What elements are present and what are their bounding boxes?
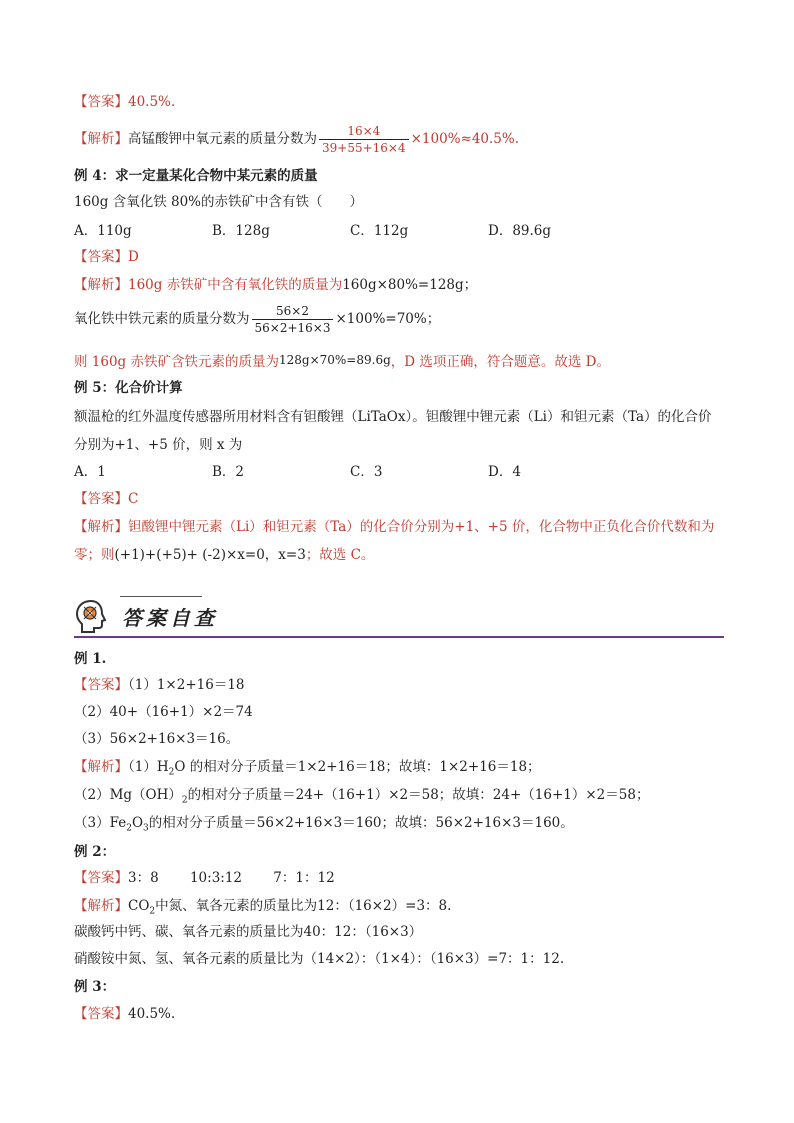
example-5-analysis-1: 【解析】钽酸锂中锂元素（Li）和钽元素（Ta）的化合价分别为+1、+5 价，化合物中正负化合价代数和为: [74, 519, 715, 535]
answer-example-2-analysis-2: 碳酸钙中钙、碳、氧各元素的质量比为40：12：（16×3）: [74, 924, 423, 940]
fraction: $\frac{16\times 4}{39+55+16\times 4}$: [319, 124, 409, 155]
example-5-options: A．1 B．2 C．3 D．4: [74, 464, 521, 480]
fraction: $\frac{56\times 2}{56\times 2+16\times 3}$: [252, 304, 334, 335]
example-4-heading: 例 4：求一定量某化合物中某元素的质量: [74, 168, 318, 184]
head-gear-icon: [74, 598, 108, 634]
analysis-line: 【解析】高锰酸钾中氧元素的质量分数为 $\frac{16\times 4}{39+55+16\times 4}$ ×100%≈40.5%.: [74, 124, 520, 155]
answer-line: 【答案】40.5%.: [74, 94, 176, 110]
answer-value: 40.5%.: [128, 94, 176, 110]
answer-example-2-answer: 【答案】3：8 10:3:12 7：1：12: [74, 870, 335, 886]
example-4-analysis-3: 则 160g 赤铁矿含铁元素的质量为128g×70%=89.6g，D 选项正确，符合题意。故选 D。: [74, 353, 611, 370]
example-4-analysis-1: 【解析】160g 赤铁矿中含有氧化铁的质量为160g×80%=128g；: [74, 277, 478, 293]
answer-example-3-answer: 【答案】40.5%.: [74, 1006, 176, 1022]
answer-example-1-analysis-2: $(2)Mg(OH)_2$的相对分子质量＝24+（16+1）×2＝58；故填：24+（16+1）×2＝58；: [74, 787, 650, 806]
section-title: 答案自查: [122, 606, 218, 630]
answer-example-3-heading: 例 3：: [74, 979, 116, 995]
answer-example-2-heading: 例 2：: [74, 844, 116, 860]
answer-example-1-heading: 例 1.: [74, 651, 107, 667]
answer-example-2-analysis-1: 【解析】$CO_2$中氮、氧各元素的质量比为12：（16×2）=3：8.: [74, 898, 452, 917]
example-4-analysis-2: 氧化铁中铁元素的质量分数为 $\frac{56\times 2}{56\times 2+16\times 3}$ ×100%=70%；: [74, 304, 441, 335]
answer-example-1-a3: （3）56×2+16×3＝16。: [74, 731, 240, 747]
section-heading: [74, 596, 724, 638]
answer-example-1-a1: 【答案】（1）1×2+16＝18: [74, 677, 245, 693]
answer-example-1-analysis-3: $(3)Fe_2O_3$的相对分子质量＝56×2+16×3＝160；故填：56×2+16×3＝160。: [74, 815, 574, 834]
example-4-answer: 【答案】D: [74, 249, 139, 265]
example-4-options: A．110g B．128g C．112g D．89.6g: [74, 223, 552, 239]
example-5-analysis-2: 零；则(+1)+(+5)+ (-2)×x=0，x=3；故选 C。: [74, 547, 375, 563]
heading-overline: [120, 596, 202, 597]
answer-example-1-a2: （2）40+（16+1）×2＝74: [74, 704, 253, 720]
example-5-answer: 【答案】C: [74, 491, 139, 507]
answer-example-2-analysis-3: 硝酸铵中氮、氢、氧各元素的质量比为（14×2）：（1×4）：（16×3）=7：1：12.: [74, 951, 565, 967]
section-rule: [74, 636, 724, 638]
example-5-question-2: 分别为+1、+5 价，则 x 为: [74, 437, 243, 453]
answer-example-1-analysis-1: 【解析】$(1)H_2O$ 的相对分子质量＝1×2+16＝18；故填：1×2+16＝18；: [74, 759, 541, 778]
example-4-question: 160g 含氧化铁 80%的赤铁矿中含有铁（ ）: [74, 194, 363, 210]
example-5-heading: 例 5：化合价计算: [74, 380, 183, 396]
example-5-question-1: 额温枪的红外温度传感器所用材料含有钽酸锂（LiTaOx）。钽酸锂中锂元素（Li）和钽元素（Ta）的化合价: [74, 409, 712, 425]
